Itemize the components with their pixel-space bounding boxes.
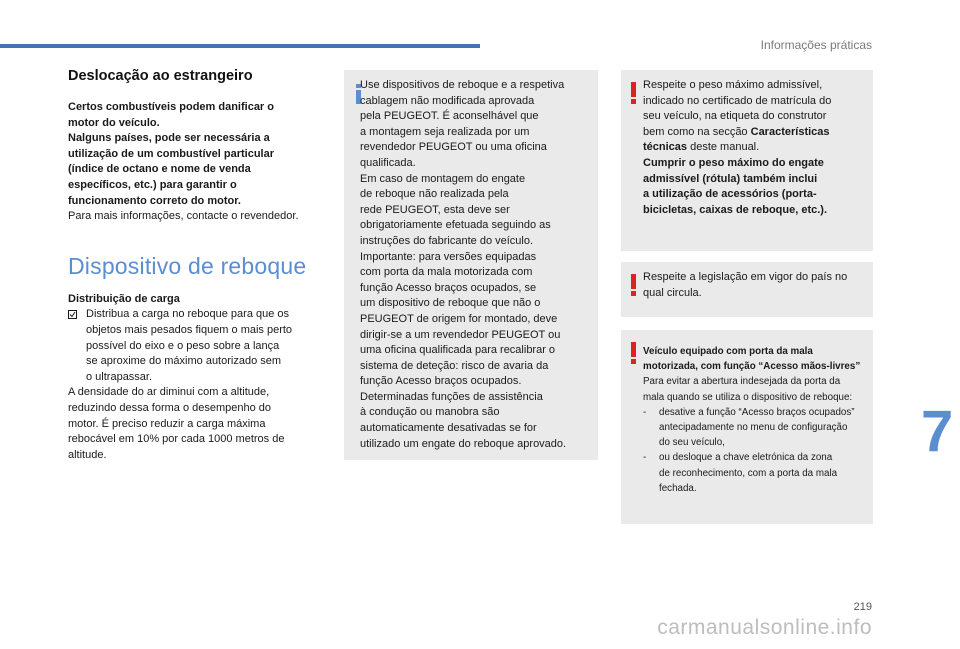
text-line: rede PEUGEOT, esta deve ser [360, 203, 510, 216]
text-line: Em caso de montagem do engate [360, 172, 526, 185]
text-line: com porta da mala motorizada com [360, 266, 533, 279]
list-item [643, 450, 865, 496]
text-line: função Acesso braços ocupados. [360, 375, 522, 388]
text-line: qualificada. [360, 156, 416, 169]
text-span-bold: técnicas [643, 141, 688, 154]
text-line: Importante: para versões equipadas [360, 250, 537, 263]
text-line: admissível (rótula) também inclui [643, 172, 818, 185]
text-line: Veículo equipado com porta da mala [643, 346, 813, 357]
text-line: motorizada, com função “Acesso mãos-livres” [643, 361, 861, 373]
text-line: do seu veículo, [659, 437, 725, 449]
text-line: bicicletas, caixas de reboque, etc.). [643, 203, 828, 216]
bullet-item [68, 307, 330, 385]
text-line: antecipadamente no menu de configuração [659, 422, 848, 434]
text-line: funcionamento correto do motor. [68, 194, 241, 207]
text-span-bold: Características [750, 125, 830, 138]
text-line: Respeite a legislação em vigor do país no [643, 271, 848, 283]
text-line: indicado no certificado de matrícula do [643, 94, 832, 107]
text-line: Nalguns países, pode ser necessária a [68, 132, 270, 145]
text-line: utilizado um engate do reboque aprovado. [360, 437, 567, 450]
text-line: A densidade do ar diminui com a altitude, [68, 386, 270, 399]
text-line: Para evitar a abertura indesejada da porta da [643, 376, 841, 388]
text-line: Cumprir o peso máximo do engate [643, 156, 824, 169]
text-line: um dispositivo de reboque que não o [360, 297, 541, 310]
text-line: obrigatoriamente efetuada seguindo as [360, 219, 551, 232]
text-line: ou desloque a chave eletrónica da zona [659, 452, 833, 464]
text-line: o ultrapassar. [86, 370, 153, 383]
text-line: fechada. [659, 482, 697, 494]
subheading-abroad: Deslocação ao estrangeiro [68, 68, 253, 84]
warning-box-weight [621, 70, 873, 251]
text-line: pela PEUGEOT. É aconselhável que [360, 110, 539, 123]
info-box-text [360, 78, 590, 452]
text-span: bem como na secção [643, 125, 751, 138]
info-box [344, 70, 598, 460]
text-line: rebocável em 10% por cada 1000 metros de [68, 433, 285, 446]
text-line: PEUGEOT de origem for montado, deve [360, 312, 558, 325]
text-line: sistema de deteção: risco de avaria da [360, 359, 549, 372]
warning-box-weight-text [643, 78, 865, 218]
text-line: específicos, etc.) para garantir o [68, 178, 237, 191]
list-item-text [659, 450, 837, 496]
text-line: motor. É preciso reduzir a carga máxima [68, 417, 266, 430]
section-title: Informações práticas [760, 38, 872, 52]
left-column [68, 68, 330, 463]
text-line: dirigir-se a um revendedor PEUGEOT ou [360, 328, 561, 341]
text-line: seu veículo, na etiqueta do construtor [643, 110, 827, 123]
fuel-warning-text [68, 100, 330, 209]
text-line: se aproxime do máximo autorizado sem [86, 355, 282, 368]
text-line: uma oficina qualificada para recalibrar o [360, 344, 556, 357]
text-line: a montagem seja realizada por um [360, 125, 530, 138]
bullet-icon [68, 307, 86, 385]
text-line: desative a função “Acesso braços ocupados” [659, 406, 855, 418]
dealer-note: Para mais informações, contacte o revendedor. [68, 210, 299, 223]
text-line: motor do veículo. [68, 116, 160, 129]
list-item-text [659, 405, 855, 451]
text-line: a utilização de acessórios (porta- [643, 188, 817, 201]
text-line: (índice de octano e nome de venda [68, 163, 251, 176]
load-distribution-title: Distribuição de carga [68, 292, 180, 305]
chapter-number: 7 [921, 399, 954, 464]
text-line: de reconhecimento, com a porta da mala [659, 467, 838, 479]
text-line: mala quando se utiliza o dispositivo de reboque: [643, 391, 853, 403]
warning-icon [631, 342, 637, 364]
text-line: Determinadas funções de assistência [360, 390, 543, 403]
text-span: deste manual. [687, 141, 760, 154]
warning-box-tailgate [621, 330, 873, 524]
warning-box-legislation-text [643, 270, 865, 301]
text-line: Use dispositivos de reboque e a respetiva [360, 79, 565, 91]
warning-icon [631, 82, 637, 104]
dash-marker: - [643, 452, 647, 464]
header-accent-bar [0, 44, 480, 48]
text-line: altitude. [68, 448, 107, 461]
text-line: à condução ou manobra são [360, 406, 500, 419]
warning-box-legislation [621, 262, 873, 317]
bullet-text [86, 307, 292, 385]
text-line: cablagem não modificada aprovada [360, 94, 535, 107]
page-number: 219 [853, 601, 872, 613]
text-line [643, 125, 865, 141]
dash-marker: - [643, 406, 647, 418]
text-line: reduzindo dessa forma o desempenho do [68, 401, 272, 414]
main-heading-towing: Dispositivo de reboque [68, 252, 307, 279]
warning-box-tailgate-text [643, 344, 865, 496]
text-line [643, 140, 865, 156]
watermark: carmanualsonline.info [657, 616, 872, 639]
text-line: utilização de um combustível particular [68, 147, 274, 160]
text-line: revendedor PEUGEOT ou uma oficina [360, 141, 547, 154]
warning-icon [631, 274, 637, 296]
list-item [643, 405, 865, 451]
text-line: objetos mais pesados fiquem o mais perto [86, 323, 293, 336]
text-line: qual circula. [643, 286, 702, 299]
text-line: Distribua a carga no reboque para que os [86, 308, 290, 321]
text-line: possível do eixo e o peso sobre a lança [86, 339, 280, 352]
text-line: função Acesso braços ocupados, se [360, 281, 537, 294]
altitude-text [68, 385, 330, 463]
text-line: Certos combustíveis podem danificar o [68, 101, 274, 113]
text-line: Respeite o peso máximo admissível, [643, 79, 823, 91]
text-line: de reboque não realizada pela [360, 188, 509, 201]
text-line: automaticamente desativadas se for [360, 422, 537, 435]
text-line: instruções do fabricante do veículo. [360, 234, 534, 247]
